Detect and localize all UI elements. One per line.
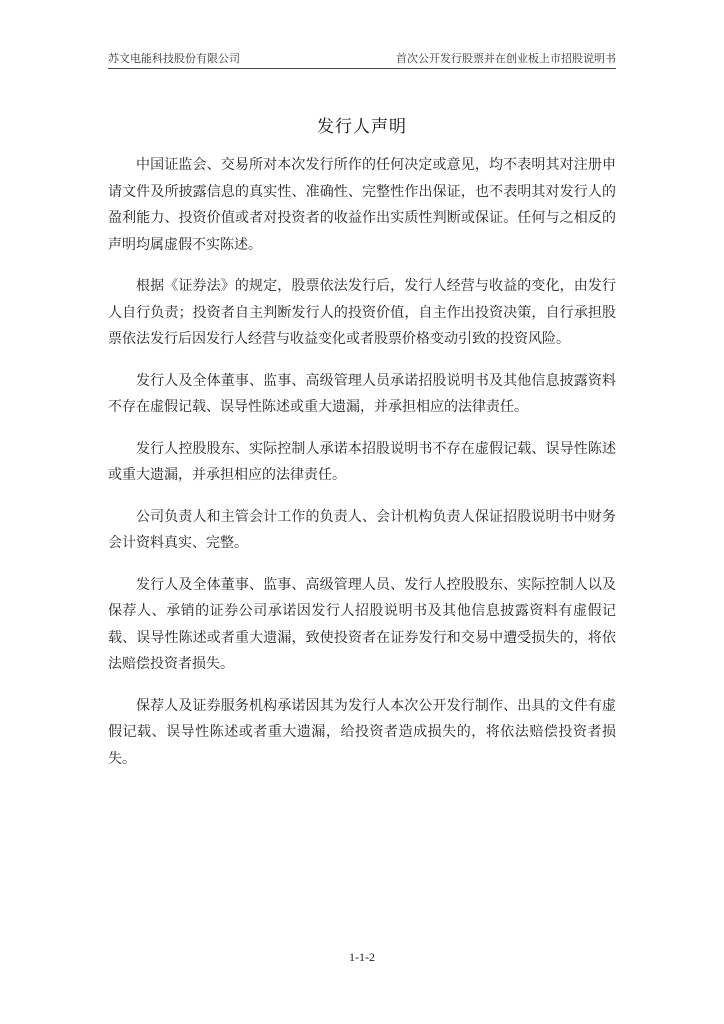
paragraph-securities-law: 根据《证券法》的规定，股票依法发行后，发行人经营与收益的变化，由发行人自行负责；投资者自主判断发行人的投资价值，自主作出投资决策，自行承担股票依法发行后因发行人经营与收益变化或者股票价格变动引致的投资风险。 xyxy=(108,278,616,347)
paragraph-controlling-shareholder: 发行人控股股东、实际控制人承诺本招股说明书不存在虚假记载、误导性陈述或重大遗漏，并承担相应的法律责任。 xyxy=(108,440,616,483)
declaration-body xyxy=(108,152,616,787)
paragraph-board-commitment: 发行人及全体董事、监事、高级管理人员承诺招股说明书及其他信息披露资料不存在虚假记载、误导性陈述或重大遗漏，并承担相应的法律责任。 xyxy=(108,372,616,415)
header-document-name: 首次公开发行股票并在创业板上市招股说明书 xyxy=(396,52,616,65)
page-number: 1-1-2 xyxy=(349,950,375,964)
header-company-name: 苏文电能科技股份有限公司 xyxy=(108,52,240,65)
page-header xyxy=(108,51,616,67)
paragraph-accounting-guarantee: 公司负责人和主管会计工作的负责人、会计机构负责人保证招股说明书中财务会计资料真实、完整。 xyxy=(108,508,616,551)
paragraph-csrc-disclaimer: 中国证监会、交易所对本次发行所作的任何决定或意见，均不表明其对注册申请文件及所披露信息的真实性、准确性、完整性作出保证，也不表明其对发行人的盈利能力、投资价值或者对投资者的收益作出实质性判断或保证。任何与之相反的声明均属虚假不实陈述。 xyxy=(108,157,616,253)
paragraph-compensation-commitment: 发行人及全体董事、监事、高级管理人员、发行人控股股东、实际控制人以及保荐人、承销的证券公司承诺因发行人招股说明书及其他信息披露资料有虚假记载、误导性陈述或者重大遗漏，致使投资者在证券发行和交易中遭受损失的，将依法赔偿投资者损失。 xyxy=(108,576,616,672)
page-title: 发行人声明 xyxy=(317,117,407,137)
header-divider xyxy=(108,68,616,69)
paragraph-service-institutions: 保荐人及证券服务机构承诺因其为发行人本次公开发行制作、出具的文件有虚假记载、误导性陈述或者重大遗漏，给投资者造成损失的，将依法赔偿投资者损失。 xyxy=(108,697,616,767)
